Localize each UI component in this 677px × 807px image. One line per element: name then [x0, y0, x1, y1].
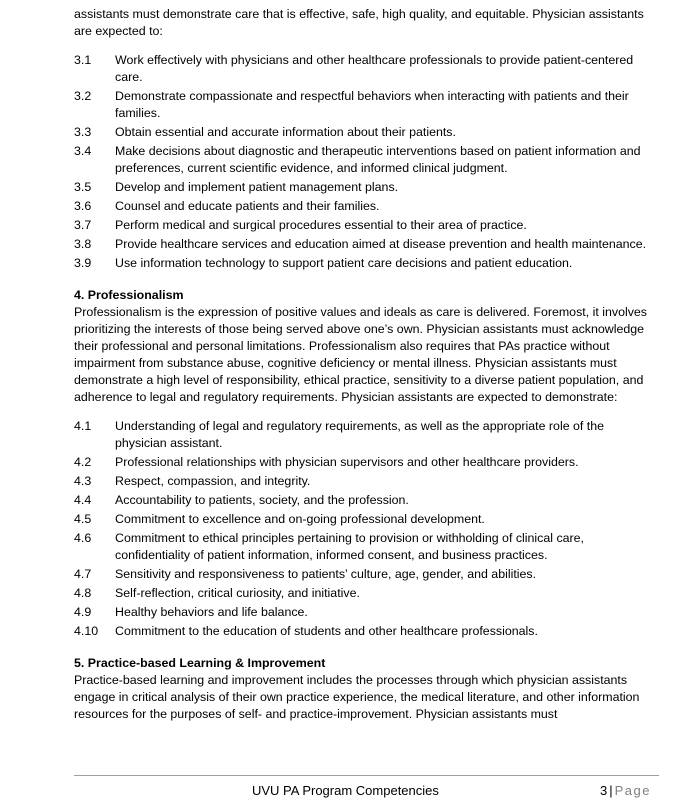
- list-item-text: Provide healthcare services and education aimed at disease prevention and health maintenance.: [115, 237, 647, 251]
- list-item: [74, 604, 659, 621]
- section-4-list: [74, 418, 659, 640]
- list-item-text: Obtain essential and accurate information about their patients.: [115, 125, 456, 139]
- list-item-text: Commitment to excellence and on-going professional development.: [115, 512, 485, 526]
- list-item-number: 3.7: [74, 218, 92, 232]
- section-4-body: Professionalism is the expression of positive values and ideals as care is delivered. Foremost, it involves prioritizing the interests of those being served above one’s own. Physician assistants must acknowledge their professional and personal limitations. Professionalism also requires that PAs practice without impairment from substance abuse, cognitive deficiency or mental illness. Physician assistants must demonstrate a high level of responsibility, ethical practice, sensitivity to a diverse patient population, and adherence to legal and regulatory requirements. Physician assistants are expected to demonstrate:: [74, 305, 647, 404]
- section-5-heading: 5. Practice-based Learning & Improvement: [74, 656, 326, 670]
- list-item-number: 3.1: [74, 53, 92, 67]
- list-item-text: Commitment to the education of students and other healthcare professionals.: [115, 624, 538, 638]
- list-item: [74, 217, 659, 234]
- list-item-text: Healthy behaviors and life balance.: [115, 605, 308, 619]
- list-item-number: 4.4: [74, 493, 92, 507]
- list-item-text: Sensitivity and responsiveness to patients’ culture, age, gender, and abilities.: [115, 567, 537, 581]
- spacer: [74, 642, 659, 654]
- list-item-number: 3.3: [74, 125, 92, 139]
- list-item: [74, 124, 659, 141]
- list-item-text: Professional relationships with physician supervisors and other healthcare providers.: [115, 455, 579, 469]
- list-item: [74, 454, 659, 471]
- list-item-number: 4.8: [74, 586, 92, 600]
- list-item-number: 4.3: [74, 474, 92, 488]
- list-item-text: Make decisions about diagnostic and therapeutic interventions based on patient information and preferences, current scientific evidence, and informed clinical judgment.: [115, 144, 641, 175]
- list-item-text: Accountability to patients, society, and the profession.: [115, 493, 409, 507]
- page-footer: [74, 775, 659, 798]
- list-item-text: Understanding of legal and regulatory requirements, as well as the appropriate role of the physician assistant.: [115, 419, 605, 450]
- list-item-text: Respect, compassion, and integrity.: [115, 474, 311, 488]
- spacer: [74, 40, 659, 52]
- page-number: 3: [600, 783, 608, 798]
- list-item-number: 3.4: [74, 144, 92, 158]
- list-item: [74, 623, 659, 640]
- list-item-text: Develop and implement patient management plans.: [115, 180, 399, 194]
- list-item-number: 4.10: [74, 624, 99, 638]
- section-5-body: Practice-based learning and improvement includes the processes through which physician assistants engage in critical analysis of their own practice experience, the medical literature, and other information resources for the purposes of self- and practice-improvement. Physician assistants must: [74, 673, 640, 721]
- footer-title: UVU PA Program Competencies: [252, 783, 439, 798]
- list-item: [74, 255, 659, 272]
- list-item-text: Use information technology to support patient care decisions and patient education.: [115, 256, 573, 270]
- list-item-number: 4.1: [74, 419, 92, 433]
- list-item: [74, 52, 659, 86]
- spacer: [74, 274, 659, 286]
- list-item-text: Commitment to ethical principles pertaining to provision or withholding of clinical care, confidentiality of patient information, informed consent, and business practices.: [115, 531, 584, 562]
- list-item-text: Demonstrate compassionate and respectful behaviors when interacting with patients and their families.: [115, 89, 629, 120]
- list-item-number: 3.8: [74, 237, 92, 251]
- list-item-number: 4.9: [74, 605, 92, 619]
- list-item-number: 4.7: [74, 567, 92, 581]
- list-item: [74, 198, 659, 215]
- list-item-number: 3.2: [74, 89, 92, 103]
- list-item-number: 3.9: [74, 256, 92, 270]
- list-item-number: 4.5: [74, 512, 92, 526]
- list-item: [74, 236, 659, 253]
- list-item-text: Perform medical and surgical procedures essential to their area of practice.: [115, 218, 527, 232]
- list-item-number: 3.6: [74, 199, 92, 213]
- list-item: [74, 511, 659, 528]
- list-item: [74, 530, 659, 564]
- list-item-text: Work effectively with physicians and other healthcare professionals to provide patient-centered care.: [115, 53, 634, 84]
- list-item: [74, 473, 659, 490]
- list-item-number: 4.2: [74, 455, 92, 469]
- spacer: [74, 406, 659, 418]
- list-item-number: 3.5: [74, 180, 92, 194]
- page-separator: |: [609, 783, 613, 798]
- list-item-number: 4.6: [74, 531, 92, 545]
- list-item-text: Counsel and educate patients and their families.: [115, 199, 380, 213]
- footer-page-number: [600, 782, 651, 799]
- list-item: [74, 492, 659, 509]
- list-item-text: Self-reflection, critical curiosity, and initiative.: [115, 586, 360, 600]
- section-4-heading: 4. Professionalism: [74, 288, 184, 302]
- list-item: [74, 88, 659, 122]
- list-item: [74, 566, 659, 583]
- list-item: [74, 143, 659, 177]
- list-item: [74, 585, 659, 602]
- list-item: [74, 179, 659, 196]
- page-label: Page: [614, 783, 651, 798]
- list-item: [74, 418, 659, 452]
- intro-paragraph-tail: assistants must demonstrate care that is effective, safe, high quality, and equitable. Physician assistants are expected to:: [74, 7, 644, 38]
- section-3-list: [74, 52, 659, 272]
- document-page: [74, 6, 659, 723]
